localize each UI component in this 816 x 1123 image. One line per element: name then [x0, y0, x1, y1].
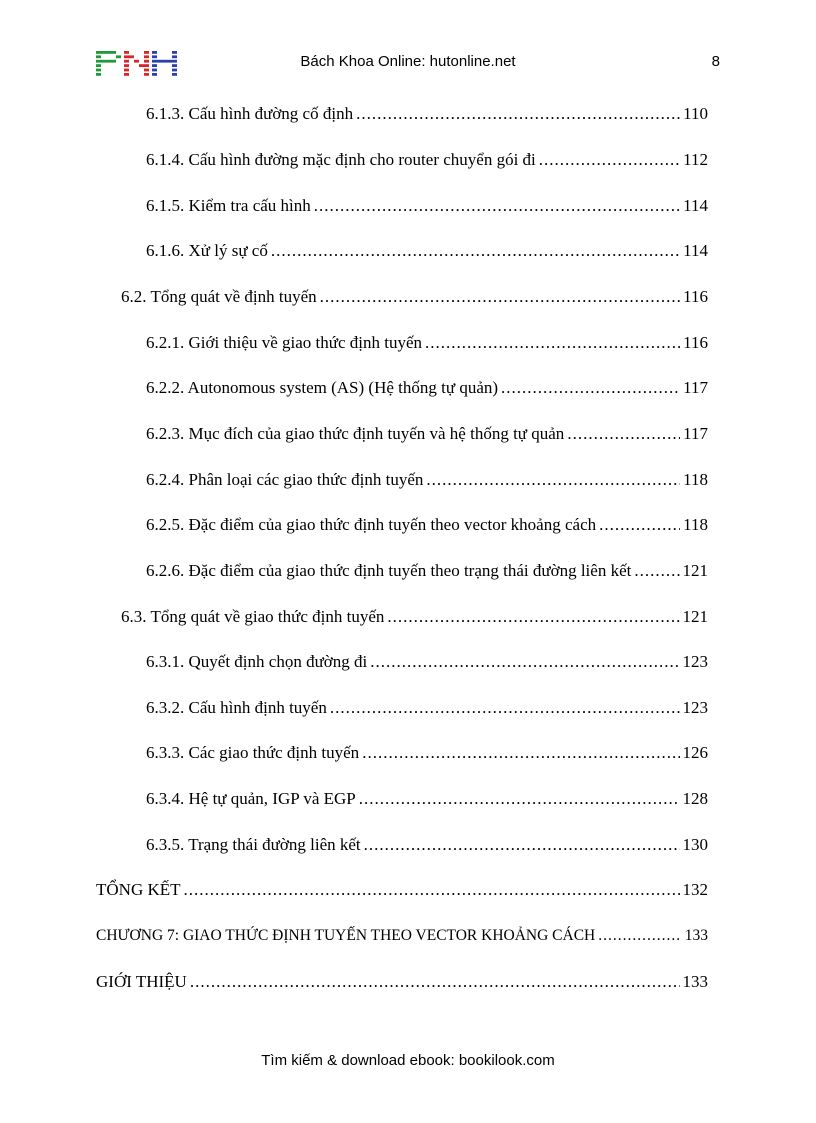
toc-entry-label: 6.2. Tổng quát về định tuyến	[121, 287, 317, 306]
dot-leader	[330, 698, 680, 718]
toc-entry-page: 128	[682, 789, 708, 808]
toc-entry-label: 6.2.3. Mục đích của giao thức định tuyến và hệ thống tự quản	[146, 424, 565, 443]
toc-entry[interactable]	[146, 652, 708, 672]
toc-entry[interactable]	[146, 698, 708, 718]
dot-leader	[271, 241, 680, 261]
toc-entry-page: 130	[682, 835, 708, 854]
toc-entry-label: 6.2.4. Phân loại các giao thức định tuyến	[146, 470, 424, 489]
dot-leader	[425, 333, 680, 353]
toc-entry-label: 6.1.5. Kiểm tra cấu hình	[146, 196, 311, 215]
toc-entry[interactable]	[146, 515, 708, 535]
toc-entry[interactable]	[96, 880, 708, 900]
toc-entry-page: 132	[682, 880, 708, 899]
toc-entry-page: 121	[682, 561, 708, 580]
toc-entry-label: 6.2.5. Đặc điểm của giao thức định tuyến theo vector khoảng cách	[146, 515, 597, 534]
dot-leader	[387, 607, 679, 627]
toc-entry-label: 6.1.3. Cấu hình đường cố định	[146, 104, 354, 123]
toc-entry-label: 6.3.3. Các giao thức định tuyến	[146, 743, 360, 762]
dot-leader	[426, 470, 680, 490]
dot-leader	[362, 743, 679, 763]
toc-entry-label: TỔNG KẾT	[96, 880, 181, 899]
dot-leader	[314, 196, 680, 216]
toc-entry[interactable]	[146, 743, 708, 763]
toc-entry[interactable]	[146, 789, 708, 809]
toc-entry[interactable]	[146, 150, 708, 170]
toc-entry-page: 114	[683, 196, 708, 215]
toc-entry-label: 6.1.6. Xử lý sự cố	[146, 241, 268, 260]
toc-entry-page: 116	[683, 287, 708, 306]
toc-entry-page: 133	[684, 927, 708, 944]
toc-entry-page: 117	[683, 424, 708, 443]
toc-entry[interactable]	[96, 972, 708, 992]
dot-leader	[370, 652, 679, 672]
dot-leader	[184, 880, 680, 900]
toc-entry[interactable]	[146, 470, 708, 490]
dot-leader	[356, 104, 680, 124]
toc-entry-page: 117	[683, 378, 708, 397]
toc-entry-page: 112	[683, 150, 708, 169]
toc-entry[interactable]	[146, 196, 708, 216]
toc-entry-label: 6.3.1. Quyết định chọn đường đi	[146, 652, 368, 671]
toc-entry-label: 6.2.2. Autonomous system (AS) (Hệ thống tự quản)	[146, 378, 499, 397]
toc-entry[interactable]	[146, 104, 708, 124]
dot-leader	[190, 972, 680, 992]
toc-entry-label: 6.2.6. Đặc điểm của giao thức định tuyến theo trạng thái đường liên kết	[146, 561, 632, 580]
toc-entry[interactable]	[96, 926, 708, 946]
toc-entry-page: 110	[683, 104, 708, 123]
toc-entry-label: 6.3.2. Cấu hình định tuyến	[146, 698, 327, 717]
toc-entry-page: 126	[682, 743, 708, 762]
dot-leader	[501, 378, 680, 398]
dot-leader	[364, 835, 680, 855]
toc-entry-label: 6.1.4. Cấu hình đường mặc định cho router chuyển gói đi	[146, 150, 536, 169]
toc-entry[interactable]	[146, 424, 708, 444]
toc-entry[interactable]	[121, 607, 708, 627]
page-number: 8	[711, 53, 720, 70]
toc-entry-page: 123	[682, 652, 708, 671]
dot-leader	[634, 561, 679, 581]
dot-leader	[567, 424, 680, 444]
toc-entry[interactable]	[146, 333, 708, 353]
toc-entry[interactable]	[146, 378, 708, 398]
toc-entry[interactable]	[121, 287, 708, 307]
toc-entry-page: 116	[683, 333, 708, 352]
toc-entry-page: 133	[682, 972, 708, 991]
toc-entry-label: CHƯƠNG 7: GIAO THỨC ĐỊNH TUYẾN THEO VECTOR KHOẢNG CÁCH	[96, 927, 596, 944]
toc-entry-page: 118	[683, 470, 708, 489]
toc-entry[interactable]	[146, 561, 708, 581]
toc-entry[interactable]	[146, 241, 708, 261]
footer-text: Tìm kiếm & download ebook: bookilook.com	[261, 1052, 555, 1069]
toc-entry[interactable]	[146, 835, 708, 855]
toc-entry-label: 6.3. Tổng quát về giao thức định tuyến	[121, 607, 385, 626]
dot-leader	[539, 150, 680, 170]
toc-entry-page: 114	[683, 241, 708, 260]
dot-leader	[359, 789, 680, 809]
toc-entry-label: 6.3.5. Trạng thái đường liên kết	[146, 835, 361, 854]
toc-entry-label: GIỚI THIỆU	[96, 972, 187, 991]
toc-entry-label: 6.3.4. Hệ tự quản, IGP và EGP	[146, 789, 356, 808]
toc-entry-page: 121	[682, 607, 708, 626]
dot-leader	[320, 287, 680, 307]
toc-entry-page: 118	[683, 515, 708, 534]
header-title: Bách Khoa Online: hutonline.net	[300, 53, 516, 70]
toc-entry-page: 123	[682, 698, 708, 717]
dot-leader	[599, 515, 680, 535]
toc-entry-label: 6.2.1. Giới thiệu về giao thức định tuyến	[146, 333, 422, 352]
dot-leader	[598, 926, 682, 946]
